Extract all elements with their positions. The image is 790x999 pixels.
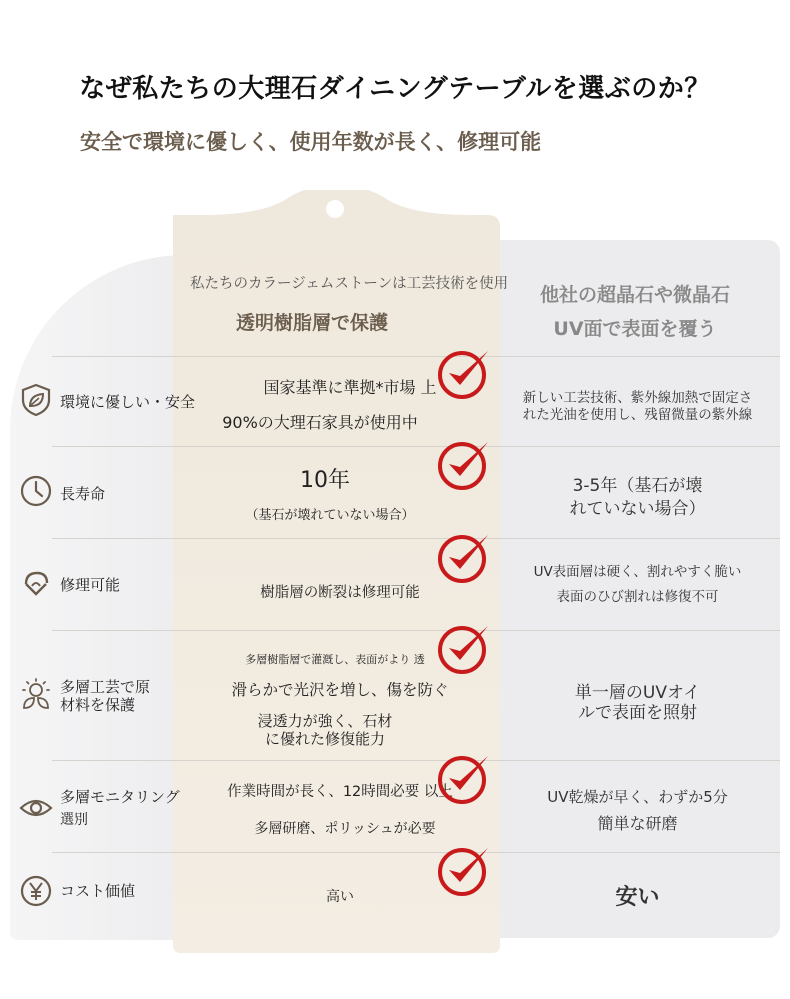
right-row2-line1: 3-5年（基石が壊 — [572, 476, 703, 496]
hang-hole — [326, 200, 344, 218]
right-row1-line2: れた光油を使用し、残留微量の紫外線 — [522, 407, 753, 423]
right-header-line2: UV面で表面を覆う — [553, 318, 717, 340]
right-row3-line1: UV表面層は硬く、割れやすく脆い — [533, 564, 742, 580]
page-title: なぜ私たちの大理石ダイニングテーブルを選ぶのか？ — [79, 74, 711, 104]
row-label-multilayer-line1: 多層工芸で原 — [60, 678, 151, 696]
center-header-line1: 私たちのカラージェムストーンは工芸技術を使用 — [190, 276, 509, 292]
sun-leaf-icon — [18, 676, 54, 712]
row-divider — [52, 760, 780, 761]
row-label-eco: 環境に優しい・安全 — [60, 393, 196, 411]
row-label-longevity: 長寿命 — [60, 485, 106, 503]
row-label-repairable: 修理可能 — [60, 576, 121, 594]
yen-icon — [18, 873, 54, 909]
center-header-line2: 透明樹脂層で保護 — [236, 312, 389, 334]
right-header-line1: 他社の超晶石や微晶石 — [539, 284, 730, 306]
row-divider — [52, 446, 780, 447]
center-row4-line2: 滑らかで光沢を増し、傷を防ぐ — [231, 681, 449, 699]
center-row2-value: 10年 — [300, 468, 350, 493]
right-row4-line1: 単一層のUVオイ — [574, 683, 701, 703]
row-divider — [52, 852, 780, 853]
check-icon — [436, 620, 492, 676]
repair-icon — [18, 566, 54, 602]
center-row3-text: 樹脂層の断裂は修理可能 — [260, 585, 420, 601]
eye-icon — [18, 790, 54, 826]
row-label-cost: コスト価値 — [60, 882, 136, 900]
check-icon — [436, 842, 492, 898]
check-icon — [436, 750, 492, 806]
right-row2-line2: れていない場合） — [569, 499, 706, 519]
clock-icon — [18, 473, 54, 509]
row-divider — [52, 356, 780, 357]
page-subtitle: 安全で環境に優しく、使用年数が長く、修理可能 — [80, 130, 542, 154]
row-label-monitoring-line2: 選別 — [60, 812, 88, 828]
center-row2-note: （基石が壊れていない場合） — [245, 508, 415, 523]
center-row6-text: 高い — [326, 889, 354, 905]
row-label-monitoring-line1: 多層モニタリング — [60, 788, 180, 806]
row-divider — [52, 538, 780, 539]
center-row4-line1: 多層樹脂層で灌漑し、表面がより 透 — [245, 653, 425, 666]
right-row4-line2: ルで表面を照射 — [578, 703, 697, 723]
center-row5-line1: 作業時間が長く、12時間必要 以上 — [227, 784, 453, 800]
right-row3-line2: 表面のひび割れは修復不可 — [556, 589, 719, 605]
row-divider — [52, 630, 780, 631]
center-row4-line3: 浸透力が強く、石材 — [257, 712, 393, 730]
right-row5-line2: 簡単な研磨 — [597, 814, 678, 833]
right-row6-text: 安い — [615, 885, 660, 910]
right-row1-line1: 新しい工芸技術、紫外線加熱で固定さ — [522, 390, 753, 406]
center-row1-line1: 国家基準に準拠*市場 上 — [263, 378, 437, 397]
row-label-multilayer-line2: 材料を保護 — [60, 696, 136, 714]
check-icon — [436, 436, 492, 492]
center-row4-line4: に優れた修復能力 — [264, 730, 385, 748]
center-row5-line2: 多層研磨、ポリッシュが必要 — [254, 821, 436, 837]
center-row1-line2: 90%の大理石家具が使用中 — [222, 413, 418, 432]
leaf-shield-icon — [18, 382, 54, 418]
check-icon — [436, 529, 492, 585]
check-icon — [436, 345, 492, 401]
right-row5-line1: UV乾燥が早く、わずか5分 — [547, 788, 728, 806]
